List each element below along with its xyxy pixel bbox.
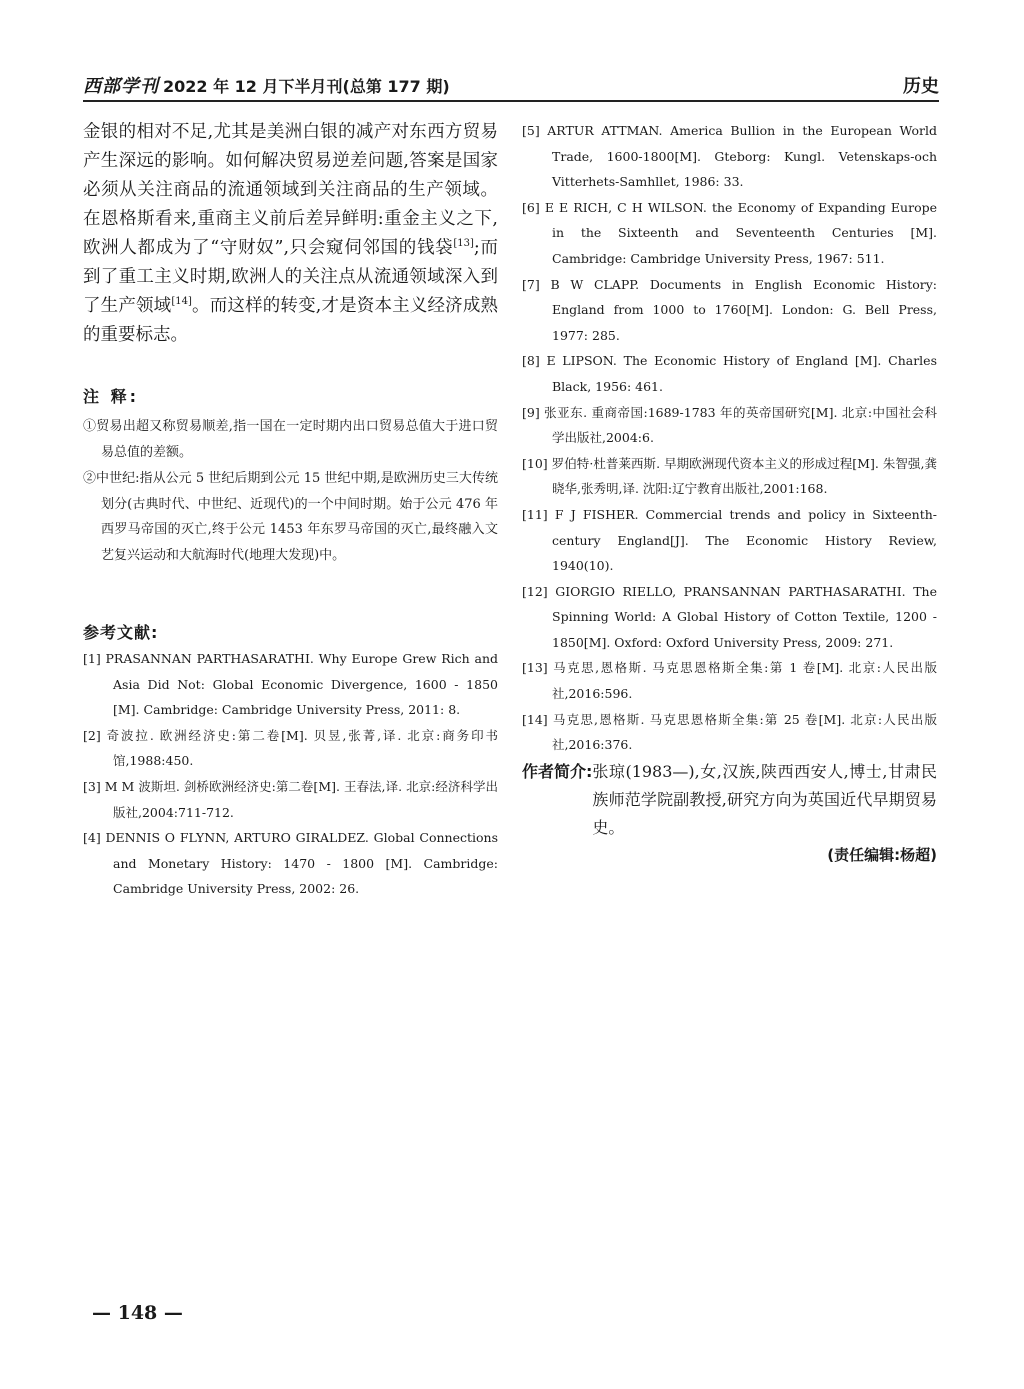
reference-item: [14] 马克思,恩格斯. 马克思恩格斯全集:第 25 卷[M]. 北京:人民出版社,2016:376. — [522, 711, 937, 753]
notes-list — [83, 414, 498, 569]
references-heading: 参考文献: — [83, 623, 159, 642]
reference-item: [3] M M 波斯坦. 剑桥欧洲经济史:第二卷[M]. 王春法,译. 北京:经济科学出版社,2004:711-712. — [83, 778, 498, 820]
reference-item: [5] ARTUR ATTMAN. America Bullion in the European World Trade, 1600-1800[M]. Gteborg: Kungl. Vetenskaps-och Vitterhets-Samhllet, 1986: 33. — [522, 123, 937, 190]
note-item: ①贸易出超又称贸易顺差,指一国在一定时期内出口贸易总值大于进口贸易总值的差额。 — [83, 419, 498, 460]
author-label: 作者简介: — [522, 762, 593, 781]
reference-item: [8] E LIPSON. The Economic History of England [M]. Charles Black, 1956: 461. — [522, 353, 937, 394]
reference-item: [10] 罗伯特·杜普莱西斯. 早期欧洲现代资本主义的形成过程[M]. 朱智强,龚晓华,张秀明,译. 沈阳:辽宁教育出版社,2001:168. — [522, 455, 937, 497]
reference-item: [4] DENNIS O FLYNN, ARTURO GIRALDEZ. Global Connections and Monetary History: 1470 - 1800 [M]. Cambridge: Cambridge University Press, 2002: 26. — [83, 830, 498, 897]
reference-item: [9] 张亚东. 重商帝国:1689-1783 年的英帝国研究[M]. 北京:中国社会科学出版社,2004:6. — [522, 404, 937, 446]
reference-item: [1] PRASANNAN PARTHASARATHI. Why Europe Grew Rich and Asia Did Not: Global Economic Divergence, 1600 - 1850 [M]. Cambridge: Cambridge University Press, 2011: 8. — [83, 651, 498, 718]
reference-item: [13] 马克思,恩格斯. 马克思恩格斯全集:第 1 卷[M]. 北京:人民出版社,2016:596. — [522, 660, 937, 702]
left-column — [83, 118, 499, 897]
body-paragraph — [83, 118, 498, 350]
author-text: 张琼(1983—),女,汉族,陕西西安人,博士,甘肃民族师范学院副教授,研究方向为英国近代早期贸易史。 — [592, 762, 937, 837]
journal-logo: 西部学刊 — [83, 76, 159, 97]
body-text-part2: ;而到了重工主义时期,欧洲人的关注点从流通领域深入到了生产领域 — [83, 238, 498, 316]
responsible-editor: (责任编辑:杨超) — [827, 846, 937, 864]
citation-14: [14] — [171, 296, 192, 308]
page-number: — 148 — — [92, 1302, 183, 1324]
body-text-part1: 金银的相对不足,尤其是美洲白银的减产对东西方贸易产生深远的影响。如何解决贸易逆差问题,答案是国家必须从关注商品的流通领域到关注商品的生产领域。在恩格斯看来,重商主义前后差异鲜明:重金主义之下,欧洲人都成为了“守财奴”,只会窥伺邻国的钱袋 — [83, 122, 498, 258]
reference-item: [12] GIORGIO RIELLO, PRANSANNAN PARTHASARATHI. The Spinning World: A Global History of Cotton Textile, 1200 - 1850[M]. Oxford: Oxford University Press, 2009: 271. — [522, 583, 937, 650]
reference-item: [11] F J FISHER. Commercial trends and policy in Sixteenth-century England[J]. The Economic History Review, 1940(10). — [522, 506, 937, 574]
reference-item: [6] E E RICH, C H WILSON. the Economy of Expanding Europe in the Sixteenth and Seventeenth Centuries [M]. Cambridge: Cambridge University Press, 1967: 511. — [522, 199, 937, 266]
reference-item: [2] 奇波拉. 欧洲经济史:第二卷[M]. 贝昱,张菁,译. 北京:商务印书馆,1988:450. — [83, 727, 498, 769]
page-header — [83, 70, 939, 100]
references-list-left — [83, 646, 498, 902]
issue-info: 2022 年 12 月下半月刊(总第 177 期) — [163, 77, 450, 96]
citation-13: [13] — [453, 238, 474, 250]
reference-item: [7] B W CLAPP. Documents in English Economic History: England from 1000 to 1760[M]. London: G. Bell Press, 1977: 285. — [522, 276, 937, 343]
references-list-right — [522, 118, 937, 758]
author-bio — [522, 758, 937, 865]
note-item: ②中世纪:指从公元 5 世纪后期到公元 15 世纪中期,是欧洲历史三大传统划分(古典时代、中世纪、近现代)的一个中间时期。始于公元 476 年西罗马帝国的灭亡,终于公元 1453 年东罗马帝国的灭亡,最终融入文艺复兴运动和大航海时代(地理大发现)中。 — [83, 471, 498, 563]
header-rule — [83, 100, 939, 102]
section-label: 历史 — [903, 76, 939, 97]
body-text-part3: 。而这样的转变,才是资本主义经济成熟的重要标志。 — [83, 296, 499, 345]
author-row — [522, 758, 937, 842]
notes-heading: 注 释: — [83, 387, 139, 406]
